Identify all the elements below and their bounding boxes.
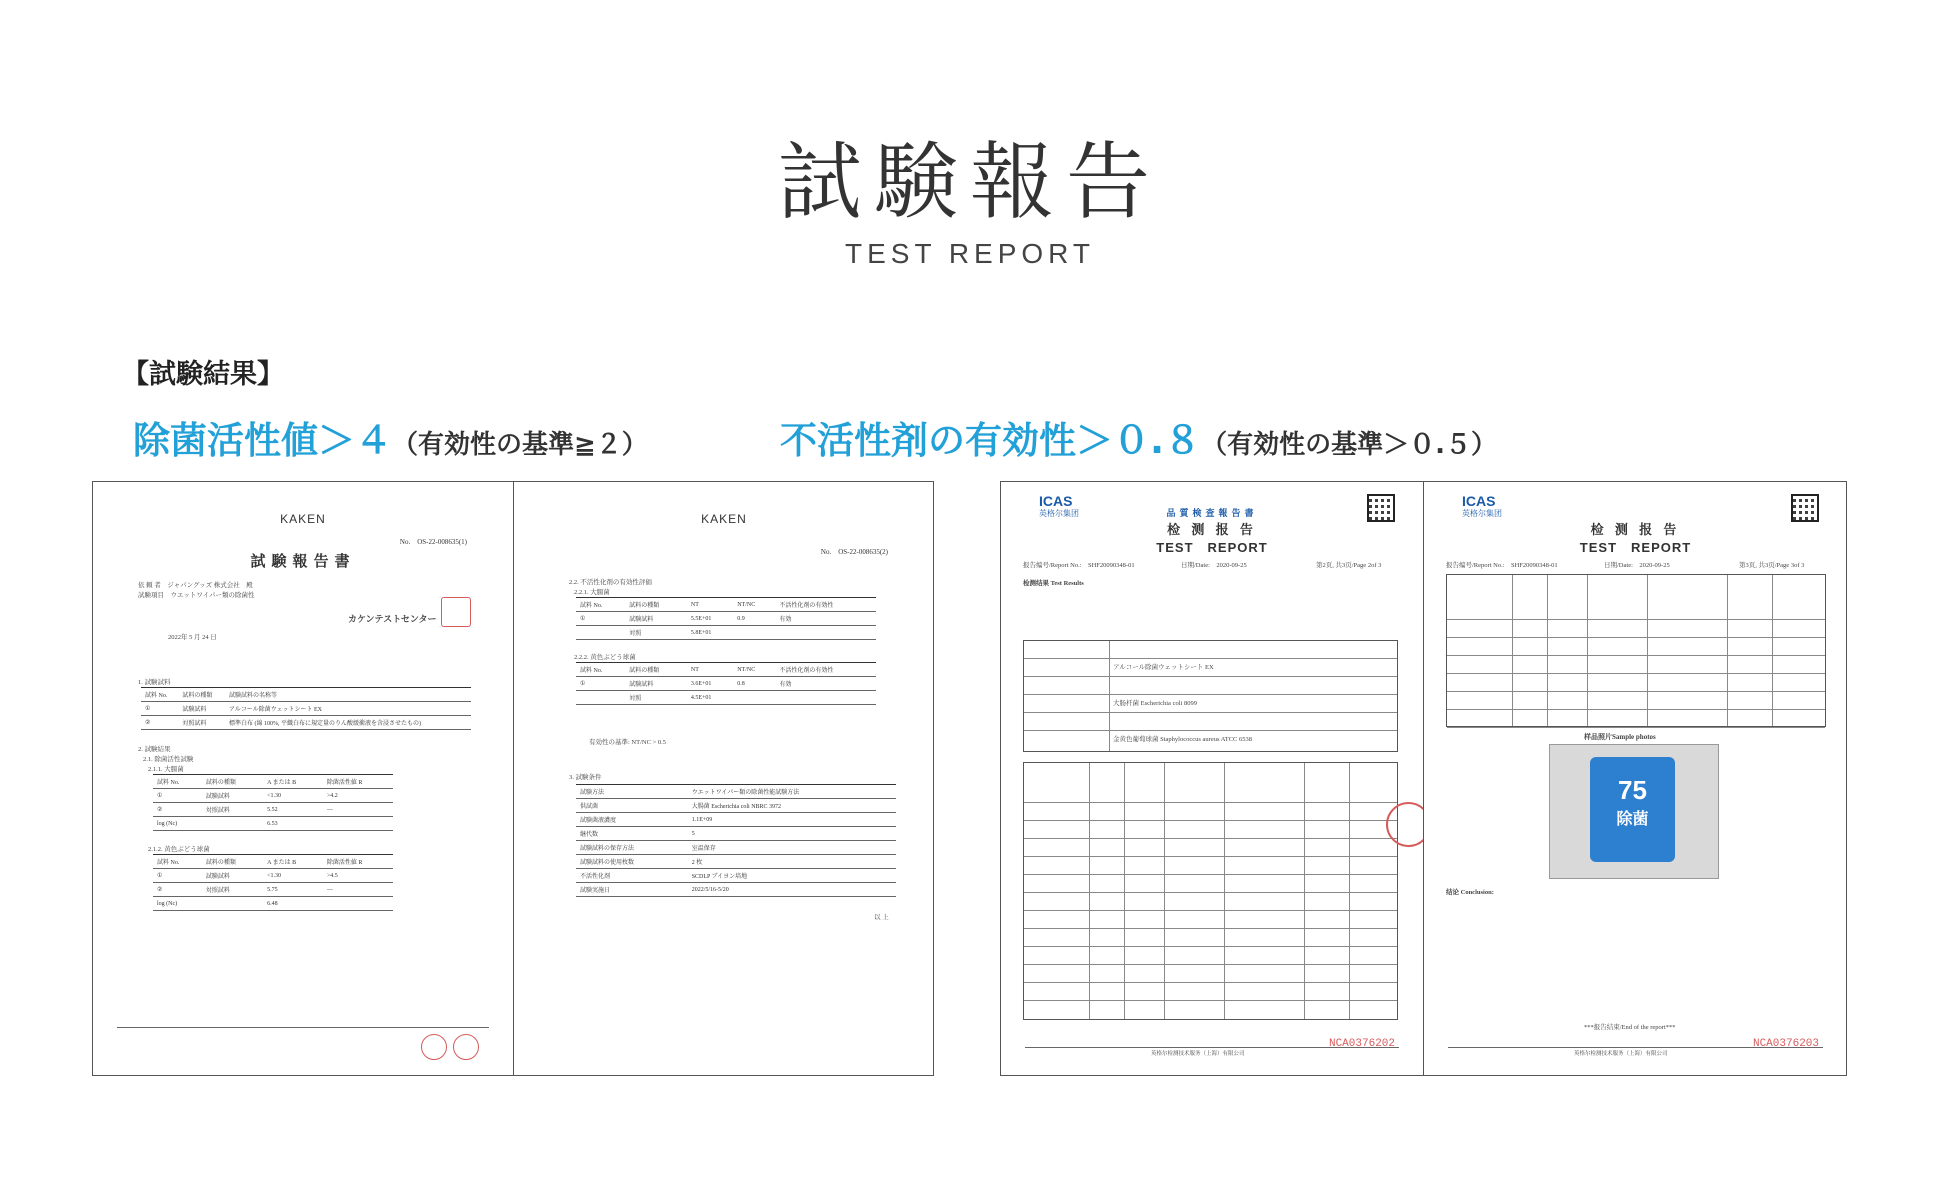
ecoli-results-grid [1023,762,1398,1020]
report-title-cn: 检 测 报 告 [1167,522,1257,537]
table-row: 試料 No. 試料の種類 A または B 除菌活性値 R [153,775,393,789]
kaken-page-2 [514,482,934,1075]
table-row: ② 対照試料 5.52 — [153,803,393,817]
table-row: log (Nc) 6.48 [153,897,393,911]
grid-row [1024,695,1397,713]
staph-table [153,854,393,911]
page-subtitle: TEST REPORT [844,238,1095,269]
page-number: 第2页, 共3页/Page 2of 3 [1316,562,1382,569]
end-mark: 以 上 [874,914,889,921]
section-1: 1. 試験試料 [138,679,171,686]
report-date: 日期/Date: 2020-09-25 [1181,562,1247,569]
table-row: 試験菌液濃度 1.1E+09 [576,813,896,827]
section-2-2: 2.2. 不活性化剤の有効性評価 [569,579,652,586]
report-title-en: TEST REPORT [1156,540,1268,555]
antibacterial-criteria: （有効性の基準≧２） [392,430,648,460]
section-2-1: 2.1. 除菌活性試験 [143,756,194,763]
table-row: ① 試験試料 アルコール除菌ウェットシート EX [141,702,471,716]
staph-neutralizer-table [576,662,876,705]
kaken-logo: KAKEN [280,512,326,526]
section-2-2-2: 2.2.2. 黄色ぶどう球菌 [574,654,636,661]
neutralizer-result [780,410,1497,464]
report-number: 报告编号/Report No.: SHF20090348-01 [1446,562,1558,569]
ecoli-neutralizer-table [576,597,876,640]
qr-code-icon [1791,494,1819,522]
company-name: 英格尔检测技术服务（上海）有限公司 [1151,1051,1245,1057]
kaken-page-1 [93,482,513,1075]
table-row: 対照 4.5E+01 [576,691,876,705]
section-2: 2. 試験結果 [138,746,171,753]
table-row: 試料 No. 試料の種類 A または B 除菌活性値 R [153,855,393,869]
condition-table [576,784,896,897]
requester: 依 頼 者 ジャパングッズ 株式会社 殿 [138,582,253,589]
table-row: 不活性化剤 SCDLP ブイヨン培地 [576,869,896,883]
neutralizer-criteria: （有効性の基準＞０.５） [1201,430,1497,460]
section-3: 3. 試験条件 [569,774,602,781]
icas-logo: ICAS 英格尔集团 [1462,493,1502,518]
end-of-report: ***报告结束/End of the report*** [1584,1024,1676,1031]
approval-seal [453,1034,479,1060]
photo-title: 样品照片Sample photos [1584,733,1656,741]
report-title-jp: 品質検査報告書 [1166,508,1258,518]
table-row: ② 対照試料 標準白布 (綿 100%, 平織白布に規定量のりん酸緩衝液を含浸させたもの) [141,716,471,730]
grid-row [1024,713,1397,731]
icas-page-2 [1001,482,1423,1075]
company-seal [441,597,471,627]
grid-row [1024,677,1397,695]
section-2-1-1: 2.1.1. 大腸菌 [148,766,184,773]
table-row: 試験方法 ウエットワイパー類の除菌性能試験方法 [576,785,896,799]
report-code: NCA0376203 [1752,1038,1819,1050]
result-heading: 检测结果 Test Results [1023,580,1084,587]
icas-page-3 [1424,482,1847,1075]
report-date: 日期/Date: 2020-09-25 [1604,562,1670,569]
doc-number: No. OS-22-008635(2) [820,548,888,556]
report-title-cn: 检 测 报 告 [1590,522,1681,537]
table-row: ① 試験試料 <1.30 >4.2 [153,789,393,803]
table-row: 試料 No. 試料の種類 NT NT/NC 不活性化剤の有効性 [576,598,876,612]
company-name: 英格尔检测技术服务（上海）有限公司 [1574,1051,1668,1057]
table-row: ① 試験試料 5.5E+01 0.9 有効 [576,612,876,626]
section-2-1-2: 2.1.2. 黄色ぶどう球菌 [148,846,210,853]
table-row: 試験試料の使用枚数 2 枚 [576,855,896,869]
table-row: log (Nc) 6.53 [153,817,393,831]
neutralizer-value: 不活性剤の有効性＞０.８ [780,419,1202,462]
table-row: 継代数 5 [576,827,896,841]
section-label: 【試験結果】 [122,359,284,390]
sample-table [141,687,471,730]
sample-name: アルコール除菌ウェットシート EX [1113,664,1214,671]
ecoli-strain: 大肠杆菌 Escherichia coli 8099 [1113,700,1197,707]
table-row: 試験実施日 2022/5/16-5/20 [576,883,896,897]
kaken-logo: KAKEN [701,512,747,526]
report-number: 报告编号/Report No.: SHF20090348-01 [1023,562,1135,569]
icas-logo: ICAS 英格尔集团 [1039,493,1079,518]
table-row: ① 試験試料 3.6E+01 0.8 有効 [576,677,876,691]
page-title: 試験報告 [777,133,1162,231]
antibacterial-result [133,410,648,464]
table-row: ① 試験試料 <1.30 >4.5 [153,869,393,883]
table-row: 試料 No. 試料の種類 NT NT/NC 不活性化剤の有効性 [576,663,876,677]
table-row: 供試菌 大腸菌 Escherichia coli NBRC 3972 [576,799,896,813]
sample-photo [1549,744,1719,879]
pack-number: 75 [1618,775,1647,805]
center-name: カケンテストセンター [348,614,437,624]
report-code: NCA0376202 [1328,1038,1395,1050]
test-item: 試験項目 ウエットワイパー類の除菌性 [138,592,255,599]
test-date: 2022年 5 月 24 日 [168,634,217,641]
icas-report-frame [1000,481,1847,1076]
doc-number: No. OS-22-008635(1) [399,538,467,546]
product-package-image [1590,757,1675,862]
table-row: 試験試料の保存方法 室温保存 [576,841,896,855]
grid-row [1024,641,1397,659]
pack-text: 除菌 [1616,811,1649,828]
inspection-seal [1386,802,1423,847]
table-row: ② 対照試料 5.75 — [153,883,393,897]
section-2-2-1: 2.2.1. 大腸菌 [574,589,610,596]
approval-seal [421,1034,447,1060]
conclusion-heading: 结论 Conclusion: [1446,889,1494,896]
staph-results-grid [1446,574,1826,727]
doc-title: 試験報告書 [250,554,356,570]
table-row: 試料 No. 試料の種類 試験試料の名称等 [141,688,471,702]
ecoli-table [153,774,393,831]
page-header [0,133,1940,270]
antibacterial-value: 除菌活性値＞４ [133,419,392,462]
neutralizer-note: 有効性の基準: NT/NC > 0.5 [589,739,666,746]
staph-strain: 金黄色葡萄球菌 Staphylococcus aureus ATCC 6538 [1113,736,1253,743]
footer-divider [117,1027,489,1028]
table-row: 対照 5.8E+01 [576,626,876,640]
page-number: 第3页, 共3页/Page 3of 3 [1739,562,1805,569]
report-title-en: TEST REPORT [1579,540,1692,555]
kaken-report-frame [92,481,934,1076]
